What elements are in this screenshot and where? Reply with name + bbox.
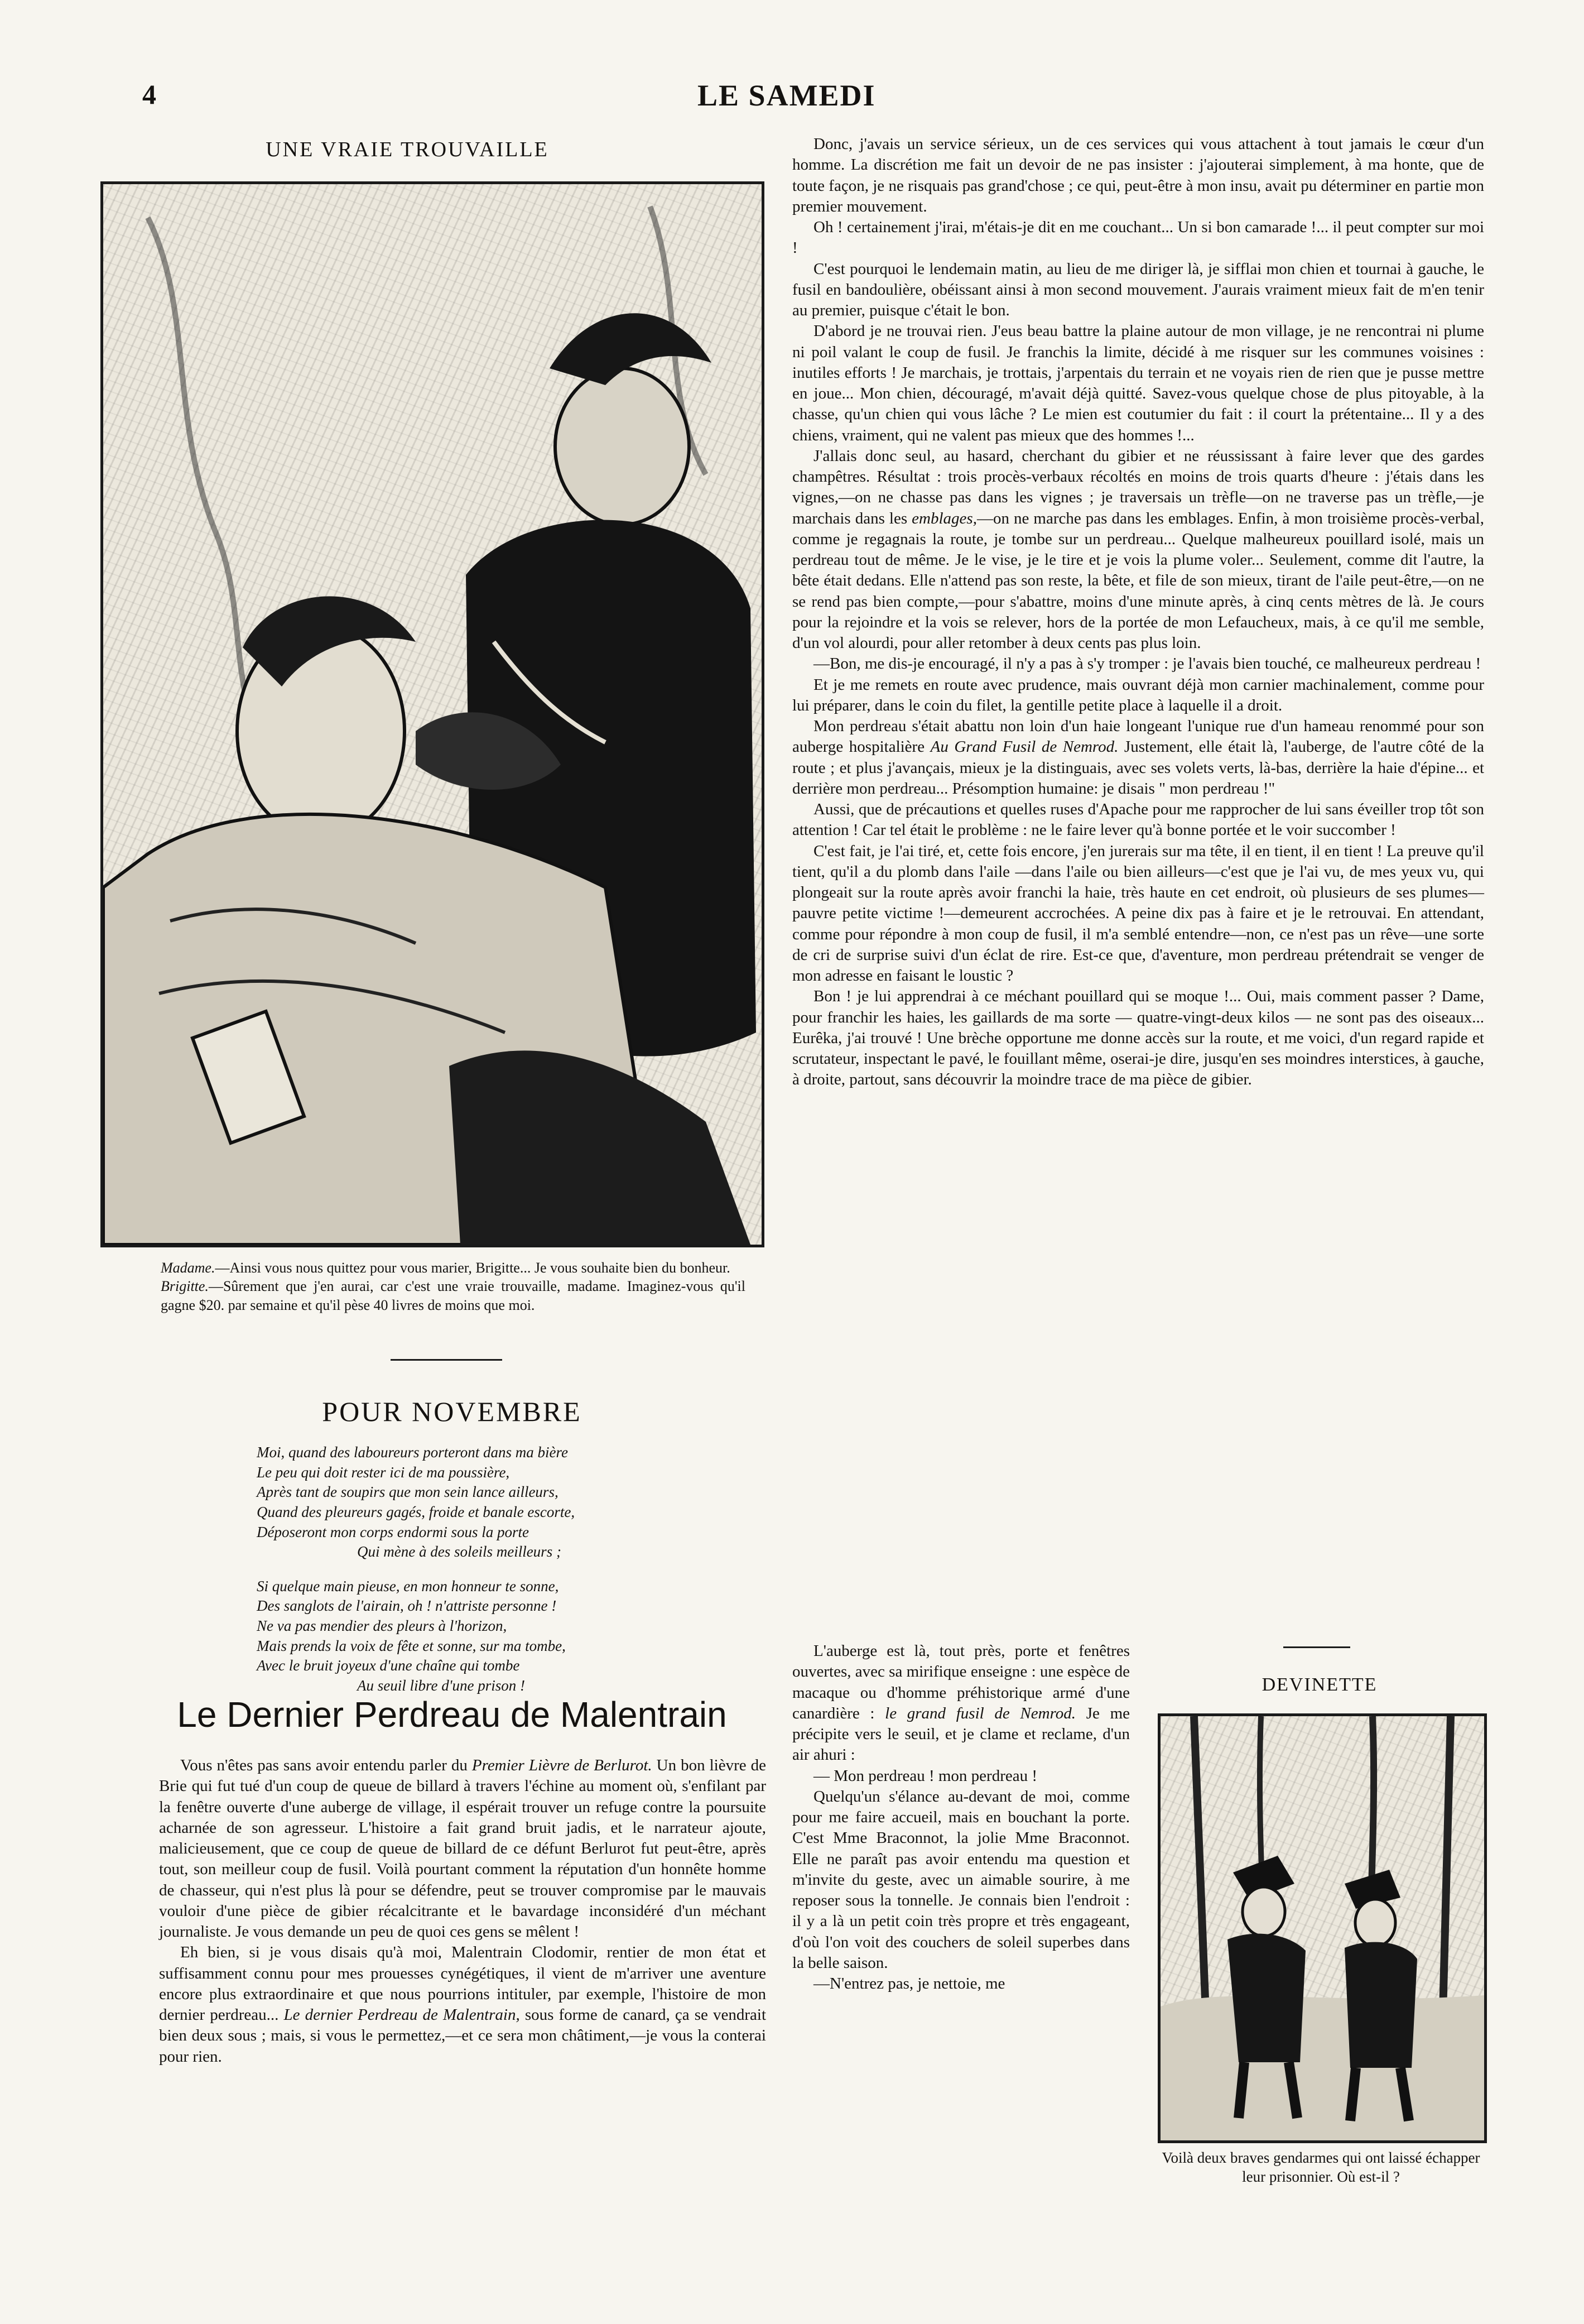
- caption-text-madame: —Ainsi vous nous quittez pour vous marier, Brigitte... Je vous souhaite bien du bonheur.: [215, 1260, 730, 1276]
- text-run: L'auberge est là, tout près, porte et fenêtres ouvertes, avec sa mirifique enseigne : une espèce de macaque ou d'homme préhistorique armé d'une canardière :: [792, 1642, 1130, 1722]
- story-paragraph: C'est fait, je l'ai tiré, et, cette fois encore, j'en jurerais sur ma tête, il en tient, il en tient ! La preuve qu'il tient, qu'il a du plomb dans l'aile —dans l'aile ou bien ailleurs—c'est que je l'ai vu, de mes yeux vu, qui plongeait sur la route après avoir franchi la haie, très haute en cet endroit, où plusieurs de ses plumes—pauvre petite victime !—demeurent accrochées. A peine dix pas à faire et je le retrouvai. En attendant, comme pour répondre à mon coup de fusil, il m'a semblé entendre—non, ce n'est pas un rêve—une sorte de cri de surprise suivi d'un éclat de rire. Est-ce que, d'aventure, mon perdreau prétendrait se venger de mon adresse en faisant le loustic ?: [792, 842, 1484, 985]
- illustration-caption: [161, 1259, 745, 1314]
- devinette-title: DEVINETTE: [1262, 1674, 1378, 1695]
- page-number: 4: [142, 79, 156, 110]
- text-run: Justement, elle était là, l'auberge, de l'autre côté de la route ; et plus j'avançais, mieux je la distinguais, avec ses volets verts, là-bas, derrière la haie d'épine... et derrière mon perdreau... Présomption humaine: je disais " mon perdreau !": [792, 738, 1484, 798]
- story-paragraph: D'abord je ne trouvai rien. J'eus beau battre la plaine autour de mon village, je ne rencontrai ni plume ni poil valant le coup de fusil. Je franchis la limite, décidé à me risquer sur les communes voisines : inutiles efforts ! Je marchais, je trottais, j'arpentais du terrain et ne voyais rien de rien que je pusse mettre en joue... Mon chien, découragé, m'avait déjà quitté. Savez-vous quelque chose de plus pitoyable, à la chasse, qu'un chien qui vous lâche ? Le mien est coutumier du fait : il court la prétentaine... Il y a des chiens, vraiment, qui ne valent pas mieux que des hommes !...: [792, 322, 1484, 444]
- text-run-italic: Au Grand Fusil de Nemrod.: [930, 738, 1119, 756]
- caption-speaker-madame: Madame.: [161, 1260, 215, 1276]
- caption-line-madame: [161, 1259, 745, 1277]
- text-run-italic: Le dernier Perdreau de Malentrain,: [283, 2006, 520, 2024]
- story-paragraph: — Mon perdreau ! mon perdreau !: [813, 1766, 1038, 1785]
- divider: [1283, 1646, 1350, 1648]
- story-paragraph: Quelqu'un s'élance au-devant de moi, comme pour me faire accueil, mais en bouchant la porte. C'est Mme Braconnot, la jolie Mme Braconnot. Elle ne paraît pas avoir entendu ma question et m'invite du geste, avec un aimable sourire, à me reposer sous la tonnelle. Je connais bien l'endroit : il y a là un petit coin très propre et très engageant, d'où l'on voit des couchers de soleil superbes dans la belle saison.: [792, 1787, 1130, 1972]
- poem-title: POUR NOVEMBRE: [322, 1396, 582, 1427]
- poem-line: Mais prends la voix de fête et sonne, sur ma tombe,: [257, 1637, 566, 1654]
- masthead: LE SAMEDI: [697, 79, 876, 112]
- story-right-column: [792, 134, 1484, 1091]
- story-paragraph: [792, 446, 1484, 654]
- story-paragraph: —N'entrez pas, je nettoie, me: [813, 1975, 1005, 1992]
- story-paragraph: [792, 1641, 1130, 1766]
- poem-line: Si quelque main pieuse, en mon honneur te sonne,: [257, 1577, 559, 1595]
- text-run-italic: le grand fusil de Nemrod.: [885, 1704, 1076, 1722]
- poem-line: Qui mène à des soleils meilleurs ;: [357, 1543, 561, 1560]
- poem-line: Au seuil libre d'une prison !: [357, 1677, 525, 1694]
- story-paragraph: Donc, j'avais un service sérieux, un de ces services qui vous attachent à tout jamais le cœur d'un homme. La discrétion me fait un devoir de ne pas insister : j'ajouterai simplement, à ma honte, que de toute façon, je ne risquais pas grand'chose ; ce qui, peut-être à mon insu, avait pu déterminer en partie mon premier mouvement.: [792, 135, 1484, 215]
- story-title: Le Dernier Perdreau de Malentrain: [177, 1694, 727, 1735]
- illustration-maid-and-madame: [100, 181, 764, 1247]
- illustration-title: UNE VRAIE TROUVAILLE: [266, 138, 549, 161]
- text-run: Je me précipite vers le seuil, et je clame et reclame, d'un air ahuri :: [792, 1704, 1130, 1764]
- story-paragraph: Oh ! certainement j'irai, m'étais-je dit en me couchant... Un si bon camarade !... il peut compter sur moi !: [792, 218, 1484, 257]
- devinette-caption: Voilà deux braves gendarmes qui ont laissé échapper leur prisonnier. Où est-il ?: [1162, 2149, 1480, 2185]
- poem-line: Des sanglots de l'airain, oh ! n'attriste personne !: [257, 1597, 557, 1615]
- text-run-italic: Premier Lièvre de Berlurot.: [471, 1756, 652, 1774]
- story-left-column: [159, 1755, 766, 2067]
- story-right-narrow-column: [792, 1641, 1130, 1994]
- caption-speaker-brigitte: Brigitte.: [161, 1278, 209, 1295]
- poem-line: Quand des pleureurs gagés, froide et banale escorte,: [257, 1503, 575, 1520]
- poem-line: Le peu qui doit rester ici de ma poussière,: [257, 1463, 510, 1481]
- poem-line: Moi, quand des laboureurs porteront dans ma bière: [257, 1444, 568, 1461]
- caption-line-brigitte: [161, 1277, 745, 1314]
- poem-line: Après tant de soupirs que mon sein lance ailleurs,: [257, 1483, 559, 1501]
- illustration-drawing: [103, 184, 762, 1245]
- story-paragraph: —Bon, me dis-je encouragé, il n'y a pas à s'y tromper : je l'avais bien touché, ce malheureux perdreau !: [813, 655, 1481, 673]
- text-run: Mon perdreau s'était abattu non loin d'un haie longeant l'unique rue d'un hameau renommé pour son auberge hospitalière: [792, 717, 1484, 756]
- story-paragraph: Et je me remets en route avec prudence, mais ouvrant déjà mon carnier machinalement, comme pour lui préparer, dans le coin du filet, la gentille petite place à laquelle il a droit.: [792, 675, 1484, 714]
- poem-line: Avec le bruit joyeux d'une chaîne qui tombe: [257, 1657, 520, 1674]
- poem-stanza-1: [257, 1443, 748, 1562]
- story-paragraph: Bon ! je lui apprendrai à ce méchant pouillard qui se moque !... Oui, mais comment passer ? Dame, pour franchir les haies, les gaillards de ma sorte — quatre-vingt-deux kilos — ne sont pas des oiseaux... Eurêka, j'ai trouvé ! Une brèche opportune me donne accès sur la route, et me voici, d'un regard rapide et scrutateur, inspectant le pavé, le fouillant même, oserai-je dire, jusqu'en ses moindres interstices, à gauche, à droite, partout, sans découvrir la moindre trace de ma pièce de gibier.: [792, 987, 1484, 1089]
- poem-stanza-2: [257, 1577, 748, 1696]
- text-run: Un bon lièvre de Brie qui fut tué d'un coup de queue de billard à travers l'échine au moment où, s'enfilant par la fenêtre ouverte d'une auberge de village, il espérait trouver un refuge contre la poursuite acharnée de son agresseur. L'histoire a fait grand bruit jadis, et le narrateur ajoute, malicieusement, que ce coup de queue de billard de ce défunt Berlurot fut peut-être, après tout, son meilleur coup de fusil. Voilà pourtant comment la réputation d'un honnête homme de chasseur, qui n'est plus là pour se défendre, peut se trouver compromise par le mauvais vouloir d'une pièce de gibier récalcitrante et le bavardage inconsidéré d'un méchant journaliste. Je vous demande un peu de quoi ces gens se mêlent !: [159, 1756, 766, 1941]
- poem-line: Ne va pas mendier des pleurs à l'horizon,: [257, 1617, 507, 1634]
- text-run: —on ne marche pas dans les emblages. Enfin, à mon troisième procès-verbal, comme je regagnais la route, je tombe sur un perdreau... Quelque malheureux pouillard isolé, mais un perdreau tout de même. Je le vise, je le tire et je vois la plume voler... Seulement, comme dit l'autre, la bête était dedans. Elle n'attend pas son reste, la bête, et file de son mieux, tirant de l'aile peut-être,—on ne se rend pas bien compte,—pour s'abattre, moins d'une minute après, à cinq cents mètres de là. Je cours pour la rejoindre et la vois se relever, hors de la portée de mon Lefaucheux, mais, à ce qu'il me semble, d'un vol alourdi, pour aller retomber à deux cents pas plus loin.: [792, 509, 1484, 652]
- poem-line: Déposeront mon corps endormi sous la porte: [257, 1523, 529, 1540]
- caption-text-brigitte: —Sûrement que j'en aurai, car c'est une vraie trouvaille, madame. Imaginez-vous qu'il gagne $20. par semaine et qu'il pèse 40 livres de moins que moi.: [161, 1278, 745, 1313]
- story-paragraph: [159, 1755, 766, 1942]
- text-run: Eh bien, si je vous disais qu'à moi, Malentrain Clodomir, rentier de mon état et suffisamment connu pour mes prouesses cynégétiques, il vient de m'arriver une aventure encore plus extraordinaire et que nous pourrions intituler, par exemple, l'histoire de mon dernier perdreau...: [159, 1943, 766, 2024]
- story-paragraph: Aussi, que de précautions et quelles ruses d'Apache pour me rapprocher de lui sans éveiller trop tôt son attention ! Car tel était le problème : ne le faire lever qu'à bonne portée et le voir succomber !: [792, 800, 1484, 839]
- devinette-illustration: [1158, 1713, 1487, 2143]
- devinette-drawing: [1161, 1716, 1484, 2140]
- story-paragraph: C'est pourquoi le lendemain matin, au lieu de me diriger là, je sifflai mon chien et tournai à gauche, le fusil en bandoulière, obéissant ainsi à mon second mouvement. J'aurais vraiment mieux fait de m'en tenir au premier, puisque c'était le bon.: [792, 260, 1484, 319]
- divider: [391, 1359, 502, 1361]
- text-run: Vous n'êtes pas sans avoir entendu parler du: [180, 1756, 472, 1774]
- poem-body: [257, 1443, 748, 1711]
- story-paragraph: [159, 1942, 766, 2067]
- text-run: J'allais donc seul, au hasard, cherchant du gibier et ne réussissant à faire lever que des gardes champêtres. Résultat : trois procès-verbaux récoltés en moins de trois quarts d'heure : j'étais dans les vignes,—on ne chasse pas dans les vignes ; je traversais un trèfle—on ne traverse pas un trèfle,—je marchais dans les: [792, 446, 1484, 527]
- story-paragraph: [792, 716, 1484, 799]
- text-run-italic: emblages,: [912, 509, 977, 527]
- text-run: sous forme de canard, ça se vendrait bien deux sous ; mais, si vous le permettez,—et ce sera mon châtiment,—je vous la conterai pour rien.: [159, 2006, 766, 2066]
